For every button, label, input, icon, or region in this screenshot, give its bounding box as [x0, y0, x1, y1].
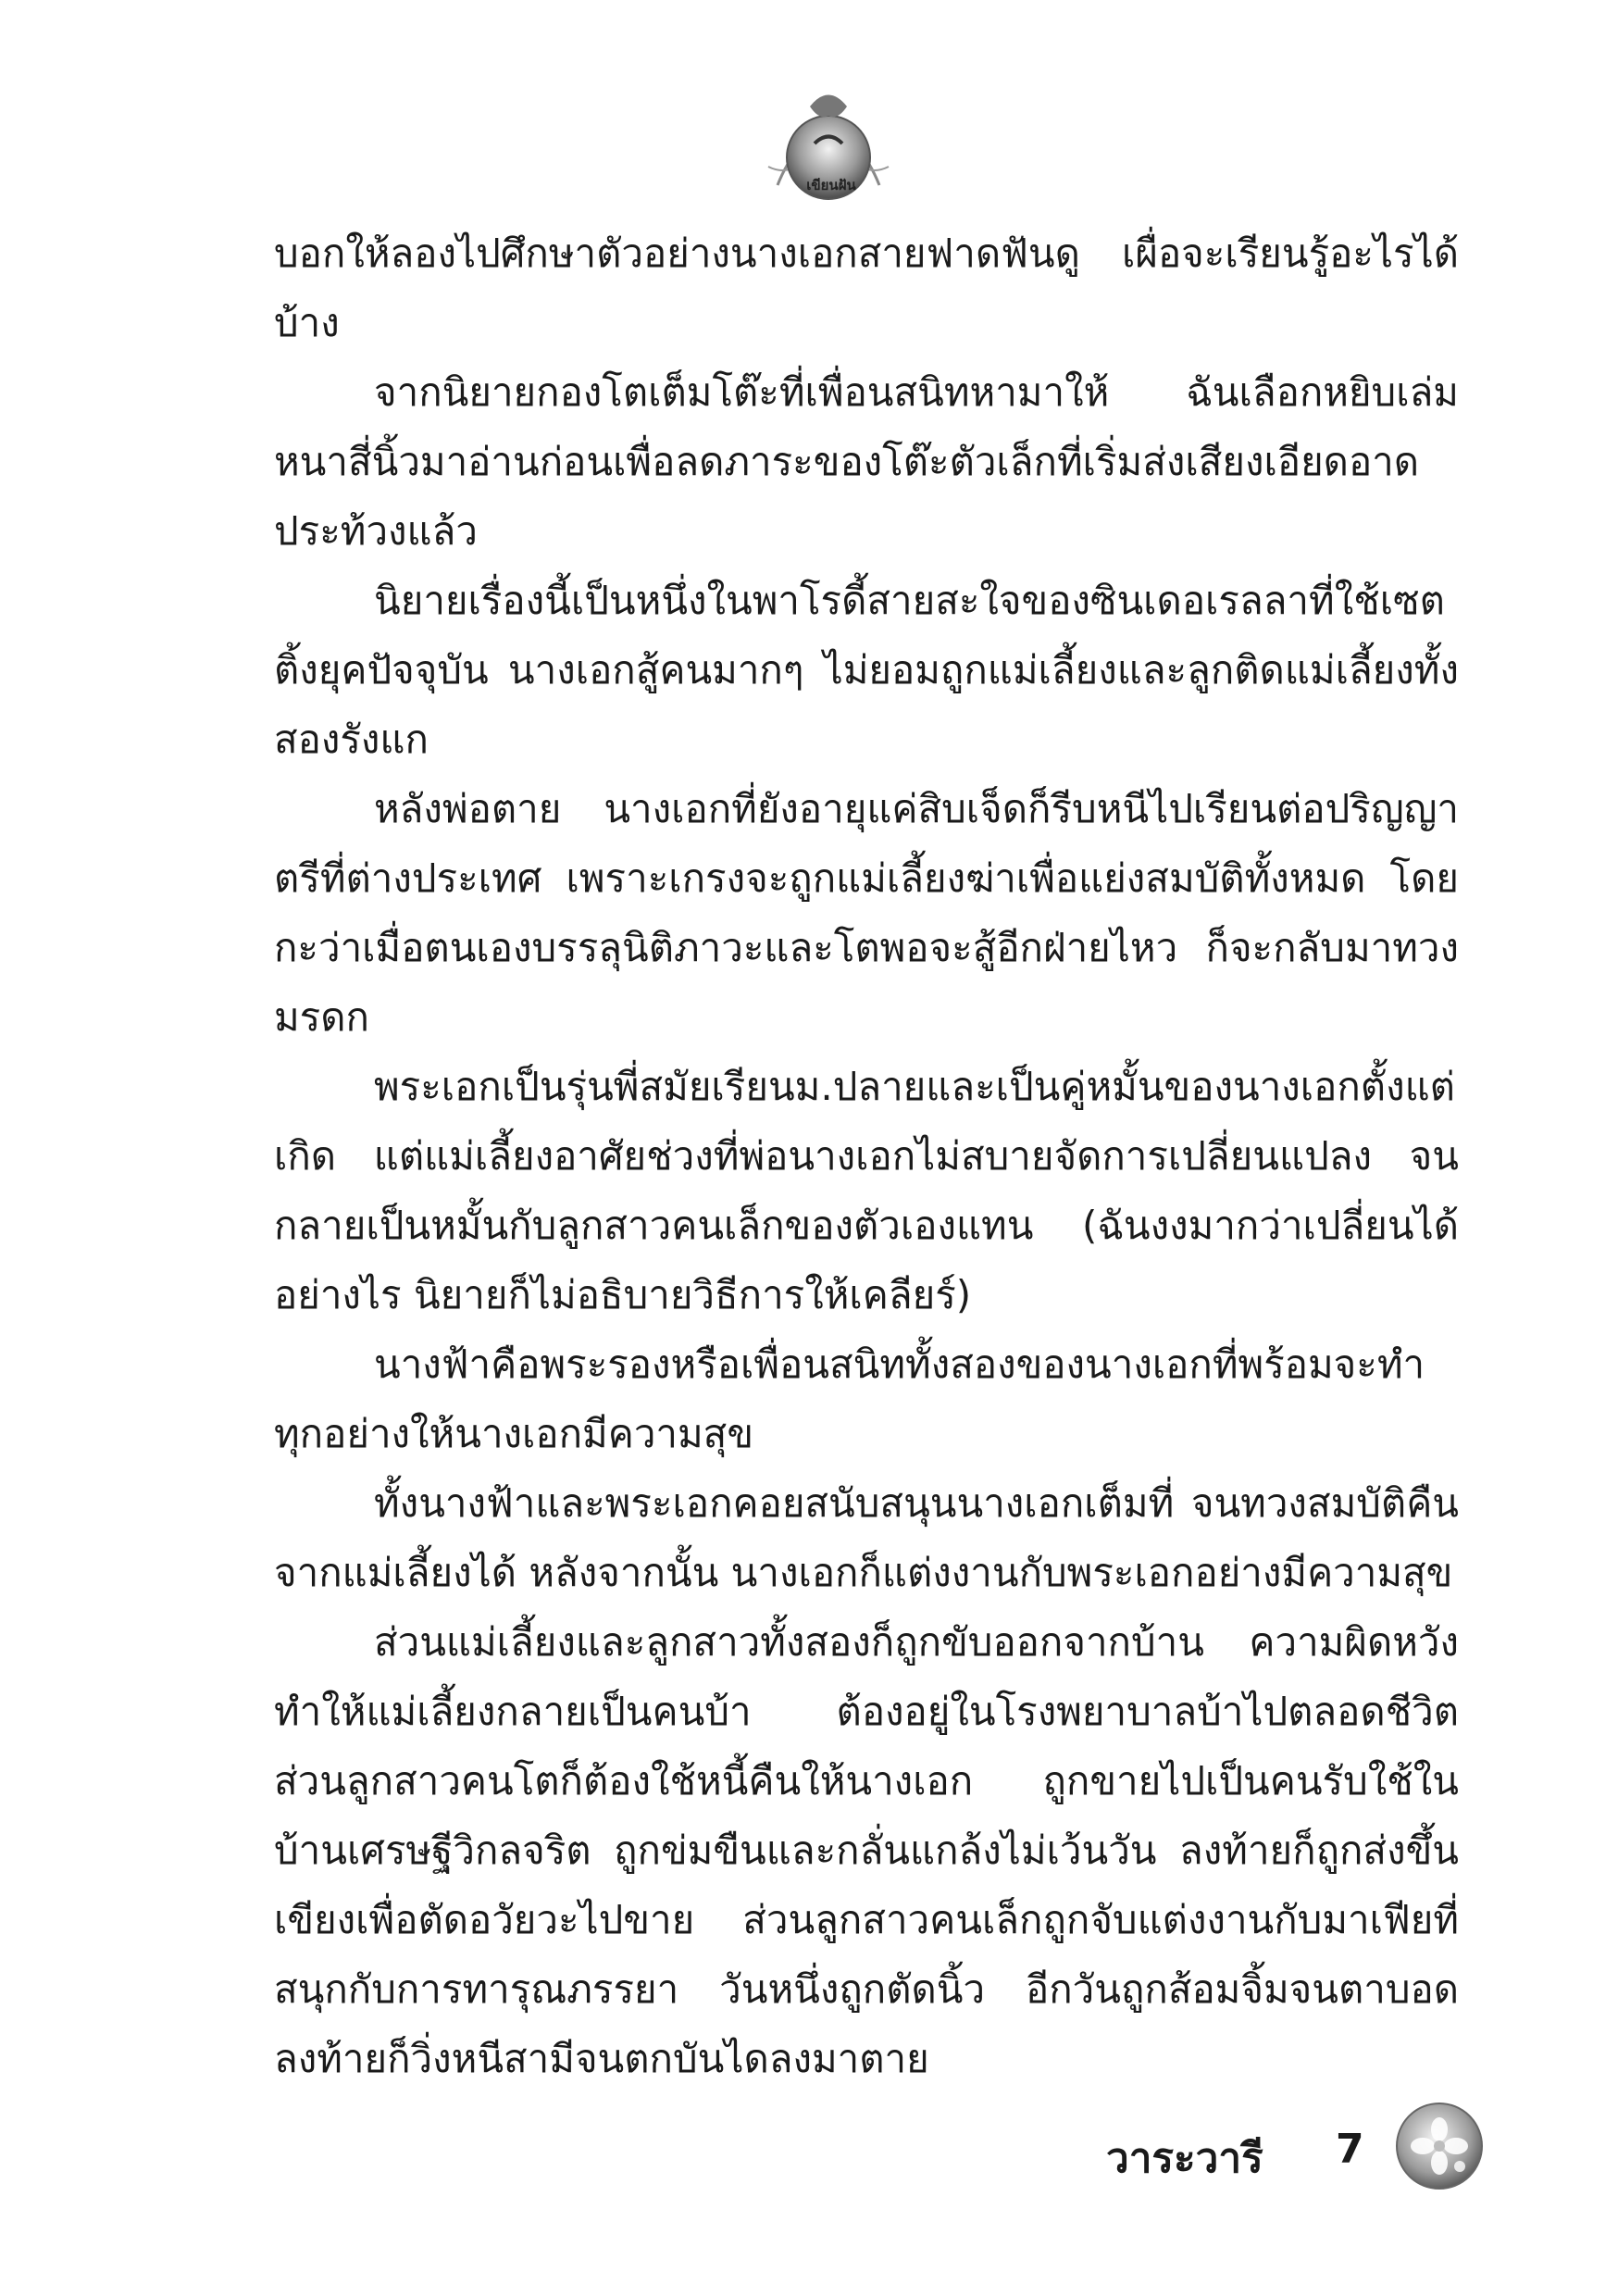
- page-footer: [1106, 2100, 1495, 2202]
- paragraph: หลังพ่อตาย นางเอกที่ยังอายุแค่สิบเจ็ดก็รีบหนีไปเรียนต่อปริญญาตรีที่ต่างประเทศ เพราะเกรงจะถูกแม่เลี้ยงฆ่าเพื่อแย่งสมบัติทั้งหมด โดยกะว่าเมื่อตนเองบรรลุนิติภาวะและโตพอจะสู้อีกฝ่ายไหว ก็จะกลับมาทวงมรดก: [274, 786, 1459, 1040]
- emblem-text: เขียนฝัน: [806, 177, 856, 193]
- paragraph: บอกให้ลองไปศึกษาตัวอย่างนางเอกสายฟาดฟันดู เผื่อจะเรียนรู้อะไรได้บ้าง: [274, 231, 1459, 345]
- page-number: 7: [1336, 2126, 1364, 2173]
- paragraph: พระเอกเป็นรุ่นพี่สมัยเรียนม.ปลายและเป็นคู่หมั้นของนางเอกตั้งแต่เกิด แต่แม่เลี้ยงอาศัยช่วงที่พ่อนางเอกไม่สบายจัดการเปลี่ยนแปลง จนกลายเป็นหมั้นกับลูกสาวคนเล็กของตัวเองแทน (ฉันงงมากว่าเปลี่ยนได้อย่างไร นิยายก็ไม่อธิบายวิธีการให้เคลียร์): [274, 1064, 1459, 1317]
- main-text: [274, 218, 1459, 2093]
- paragraph: นางฟ้าคือพระรองหรือเพื่อนสนิททั้งสองของนางเอกที่พร้อมจะทำทุกอย่างให้นางเอกมีความสุข: [274, 1341, 1425, 1456]
- flower-badge-icon: [1393, 2100, 1486, 2192]
- book-title: วาระวารี: [1106, 2135, 1263, 2182]
- paragraph: นิยายเรื่องนี้เป็นหนึ่งในพาโรดี้สายสะใจของซินเดอเรลลาที่ใช้เซตติ้งยุคปัจจุบัน นางเอกสู้คนมากๆ ไม่ยอมถูกแม่เลี้ยงและลูกติดแม่เลี้ยงทั้งสองรังแก: [274, 578, 1459, 762]
- paragraph: จากนิยายกองโตเต็มโต๊ะที่เพื่อนสนิทหามาให้ ฉันเลือกหยิบเล่มหนาสี่นิ้วมาอ่านก่อนเพื่อลดภาระของโต๊ะตัวเล็กที่เริ่มส่งเสียงเอียดอาดประท้วงแล้ว: [274, 369, 1459, 554]
- header-emblem: [759, 74, 898, 213]
- paragraph: ส่วนแม่เลี้ยงและลูกสาวทั้งสองก็ถูกขับออกจากบ้าน ความผิดหวังทำให้แม่เลี้ยงกลายเป็นคนบ้า ต้องอยู่ในโรงพยาบาลบ้าไปตลอดชีวิต ส่วนลูกสาวคนโตก็ต้องใช้หนี้คืนให้นางเอก ถูกขายไปเป็นคนรับใช้ในบ้านเศรษฐีวิกลจริต ถูกข่มขืนและกลั่นแกล้งไม่เว้นวัน ลงท้ายก็ถูกส่งขึ้นเขียงเพื่อตัดอวัยวะไปขาย ส่วนลูกสาวคนเล็กถูกจับแต่งงานกับมาเฟียที่สนุกกับการทารุณภรรยา วันหนึ่งถูกตัดนิ้ว อีกวันถูกส้อมจิ้มจนตาบอด ลงท้ายก็วิ่งหนีสามีจนตกบันไดลงมาตาย: [274, 1619, 1459, 2081]
- paragraph: ทั้งนางฟ้าและพระเอกคอยสนับสนุนนางเอกเต็มที่ จนทวงสมบัติคืนจากแม่เลี้ยงได้ หลังจากนั้น นางเอกก็แต่งงานกับพระเอกอย่างมีความสุข: [274, 1480, 1459, 1595]
